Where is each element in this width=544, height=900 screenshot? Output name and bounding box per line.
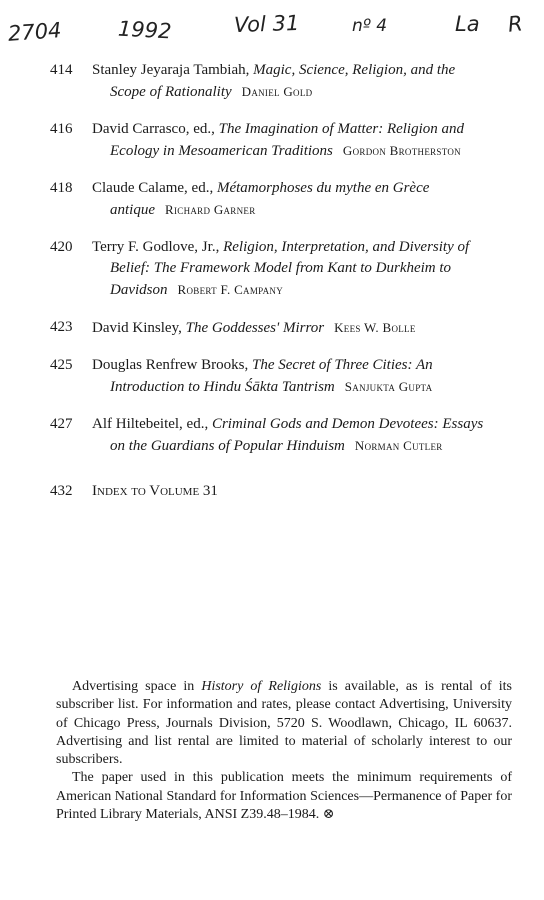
review-title: Religion, Interpretation, and Diversity of xyxy=(223,239,470,255)
review-title-cont: Davidson xyxy=(110,282,168,298)
page-number: 423 xyxy=(50,319,73,335)
page-number: 432 xyxy=(50,483,73,499)
review-entry xyxy=(50,178,530,221)
reviewer-name: Daniel Gold xyxy=(241,84,313,99)
review-title-cont: on the Guardians of Popular Hinduism xyxy=(110,438,345,454)
review-entry xyxy=(50,414,530,457)
journal-title: History of Religions xyxy=(201,679,322,694)
handwritten-volume: Vol 31 xyxy=(233,10,300,38)
review-entry xyxy=(50,60,530,103)
review-author: Stanley Jeyaraja Tambiah, xyxy=(92,62,250,78)
handwritten-year: 1992 xyxy=(117,16,173,44)
review-author: Terry F. Godlove, Jr., xyxy=(92,239,220,255)
review-title-cont: antique xyxy=(110,202,155,218)
page-number: 416 xyxy=(50,121,73,137)
index-label: Index to Volume 31 xyxy=(92,483,218,499)
review-title: The Imagination of Matter: Religion and xyxy=(218,121,465,137)
handwritten-issue: nº 4 xyxy=(352,16,388,36)
review-author: Douglas Renfrew Brooks, xyxy=(92,357,249,373)
publisher-notice xyxy=(56,678,512,824)
book-reviews-contents xyxy=(50,60,530,518)
review-author: Alf Hiltebeitel, ed., xyxy=(92,416,209,432)
page-number: 420 xyxy=(50,239,73,255)
review-entry xyxy=(50,355,530,398)
handwritten-r: R xyxy=(506,11,524,37)
review-title: Criminal Gods and Demon Devotees: Essays xyxy=(211,416,484,432)
page-number: 427 xyxy=(50,416,73,432)
handwritten-number: 2704 xyxy=(7,18,63,46)
review-entry xyxy=(50,237,530,301)
paper-permanence-notice: The paper used in this publication meets the minimum requirements of American National Standard for Information Sciences—Permanence of Paper for Printed Library Materials, ANSI Z39.48–1984. ⊗ xyxy=(56,770,512,823)
advertising-notice: Advertising space in History of Religions is available, as is rental of its subscriber list. For information and rates, please contact Advertising, University of Chicago Press, Journals Division, 5720 S. Woodlawn, Chicago, IL 60637. Advertising and list rental are limited to material of scholarly interest to our subscribers. xyxy=(56,679,513,768)
review-title: Métamorphoses du mythe en Grèce xyxy=(216,180,430,196)
page-number: 418 xyxy=(50,180,73,196)
review-entry xyxy=(50,317,530,339)
review-title-cont: Scope of Rationality xyxy=(110,84,232,100)
page-number: 414 xyxy=(50,62,73,78)
page-number: 425 xyxy=(50,357,73,373)
reviewer-name: Kees W. Bolle xyxy=(334,320,416,335)
reviewer-name: Robert F. Campany xyxy=(177,282,284,297)
review-author: Claude Calame, ed., xyxy=(92,180,214,196)
review-title-cont: Belief: The Framework Model from Kant to Durkheim to xyxy=(110,260,452,276)
review-author: David Kinsley, xyxy=(92,320,182,336)
review-author: David Carrasco, ed., xyxy=(92,121,215,137)
review-title-cont: Introduction to Hindu Śākta Tantrism xyxy=(110,379,335,395)
reviewer-name: Richard Garner xyxy=(165,202,256,217)
review-title: Magic, Science, Religion, and the xyxy=(253,62,456,78)
review-title: The Secret of Three Cities: An xyxy=(251,357,433,373)
reviewer-name: Norman Cutler xyxy=(354,438,443,453)
review-entry xyxy=(50,119,530,162)
handwritten-annotation xyxy=(0,8,544,48)
review-title: The Goddesses' Mirror xyxy=(185,320,325,336)
reviewer-name: Sanjukta Gupta xyxy=(344,379,433,394)
handwritten-la: La xyxy=(455,12,480,36)
reviewer-name: Gordon Brotherston xyxy=(342,143,461,158)
index-entry xyxy=(50,481,530,502)
review-title-cont: Ecology in Mesoamerican Traditions xyxy=(110,143,333,159)
